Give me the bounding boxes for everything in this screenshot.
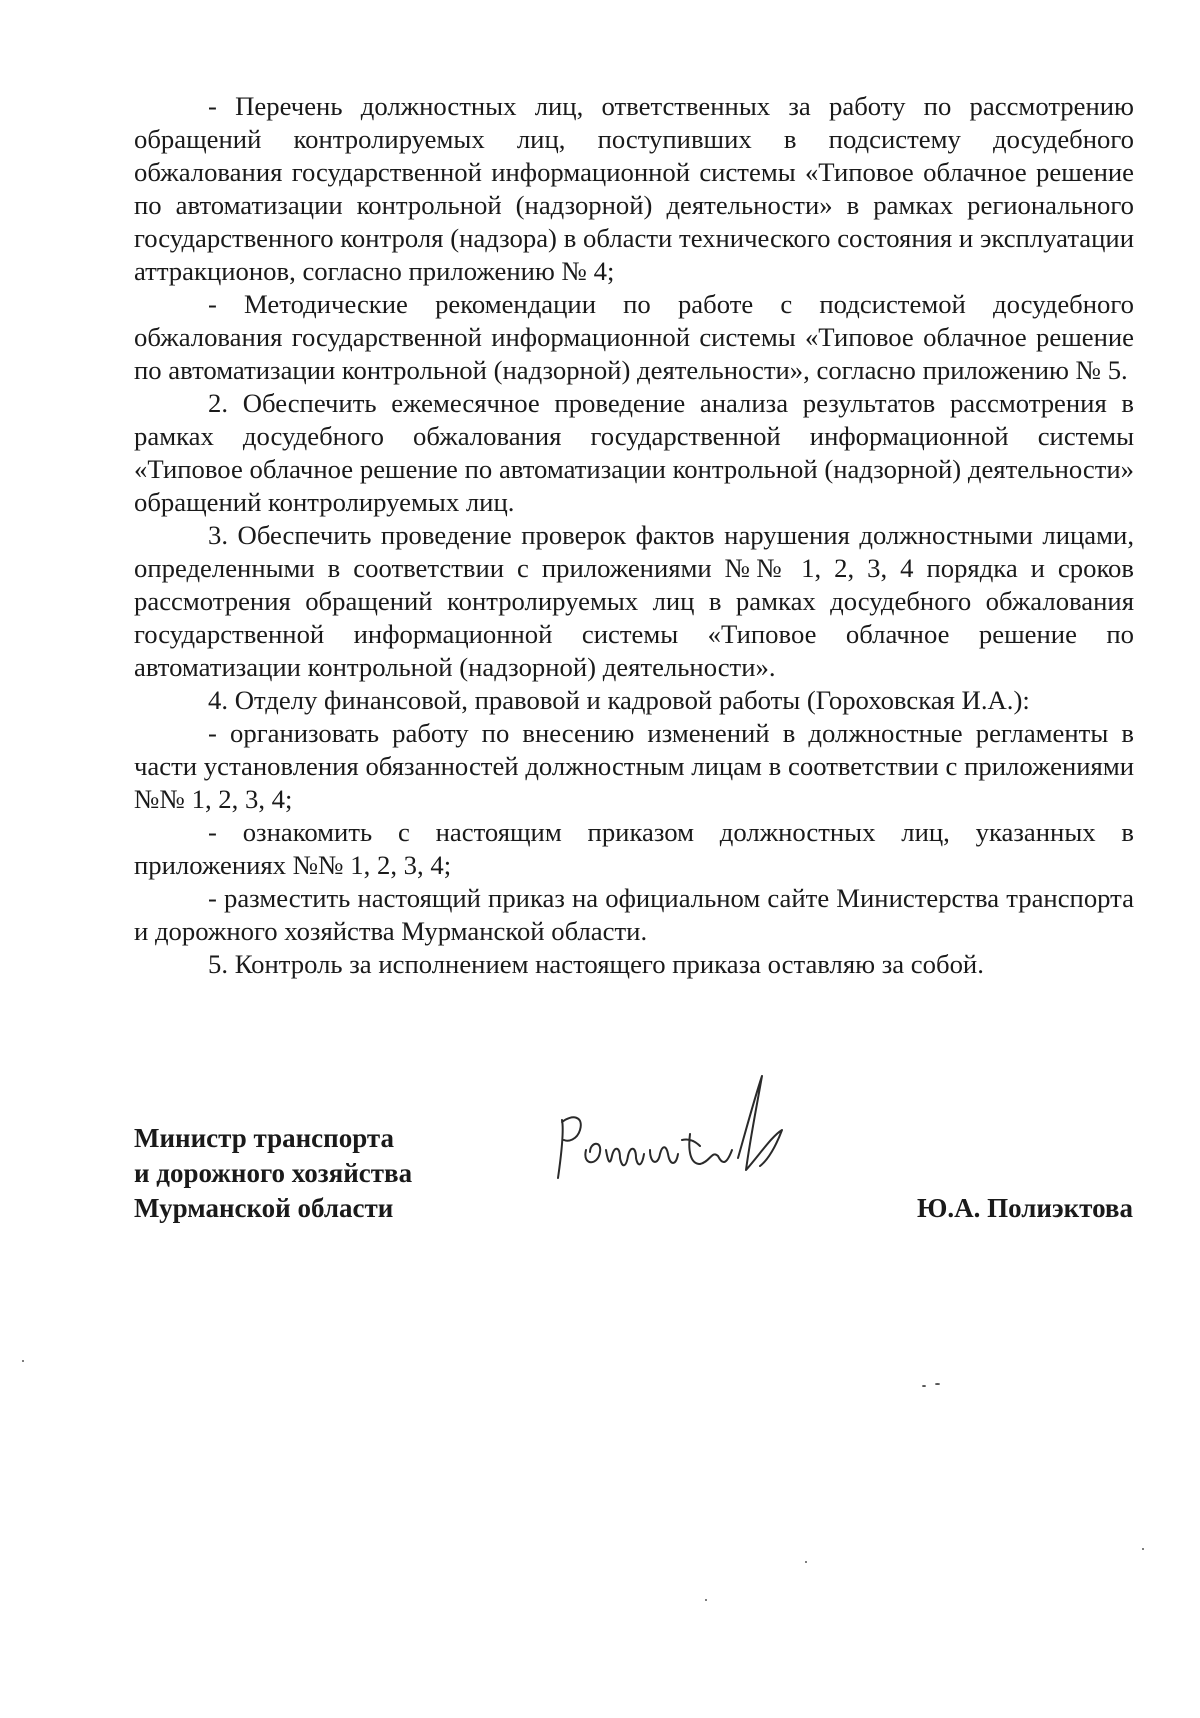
signatory-title-line: Министр транспорта [134, 1123, 394, 1153]
paragraph-item-4-familiarize: - ознакомить с настоящим приказом должностных лиц, указанных в приложениях №№ 1, 2, 3, 4; [134, 817, 1134, 880]
paragraph-appendix-5: - Методические рекомендации по работе с подсистемой досудебного обжалования государственной информационной системы «Типовое облачное решение по автоматизации контрольной (надзорной) деятельности», согласно приложению № 5. [134, 289, 1134, 385]
scan-speck [1142, 1548, 1144, 1550]
paragraph-appendix-4: - Перечень должностных лиц, ответственных за работу по рассмотрению обращений контролируемых лиц, поступивших в подсистему досудебного обжалования государственной информационной системы «Типовое облачное решение по автоматизации контрольной (надзорной) деятельности» в рамках регионального государственного контроля (надзора) в области технического состояния и эксплуатации аттракционов, согласно приложению № 4; [134, 91, 1134, 286]
scan-speck [22, 1360, 24, 1362]
signatory-name: Ю.А. Полиэктова [916, 1193, 1133, 1223]
scan-speck [935, 1383, 940, 1385]
document-body [134, 90, 1134, 981]
paragraph-item-5: 5. Контроль за исполнением настоящего приказа оставляю за собой. [208, 949, 984, 979]
paragraph-item-4: 4. Отделу финансовой, правовой и кадровой работы (Гороховская И.А.): [208, 685, 1030, 715]
scan-speck [922, 1385, 926, 1387]
signatory-title-line: и дорожного хозяйства [134, 1158, 413, 1188]
signatory-title [134, 1121, 412, 1226]
paragraph-item-3: 3. Обеспечить проведение проверок фактов нарушения должностными лицами, определенными в соответствии с приложениями №№ 1, 2, 3, 4 порядка и сроков рассмотрения обращений контролируемых лиц в рамках досудебного обжалования государственной информационной системы «Типовое облачное решение по автоматизации контрольной (надзорной) деятельности». [134, 520, 1134, 682]
scan-speck [805, 1561, 807, 1563]
signatory-title-line: Мурманской области [134, 1193, 394, 1223]
paragraph-item-4-publish: - разместить настоящий приказ на официальном сайте Министерства транспорта и дорожного хозяйства Мурманской области. [134, 883, 1134, 946]
scan-speck [705, 1599, 707, 1601]
paragraph-item-2: 2. Обеспечить ежемесячное проведение анализа результатов рассмотрения в рамках досудебного обжалования государственной информационной системы «Типовое облачное решение по автоматизации контрольной (надзорной) деятельности» обращений контролируемых лиц. [134, 388, 1134, 517]
paragraph-item-4-regulations: - организовать работу по внесению изменений в должностные регламенты в части установления обязанностей должностным лицам в соответствии с приложениями №№ 1, 2, 3, 4; [134, 718, 1134, 814]
handwritten-signature [550, 1070, 800, 1200]
